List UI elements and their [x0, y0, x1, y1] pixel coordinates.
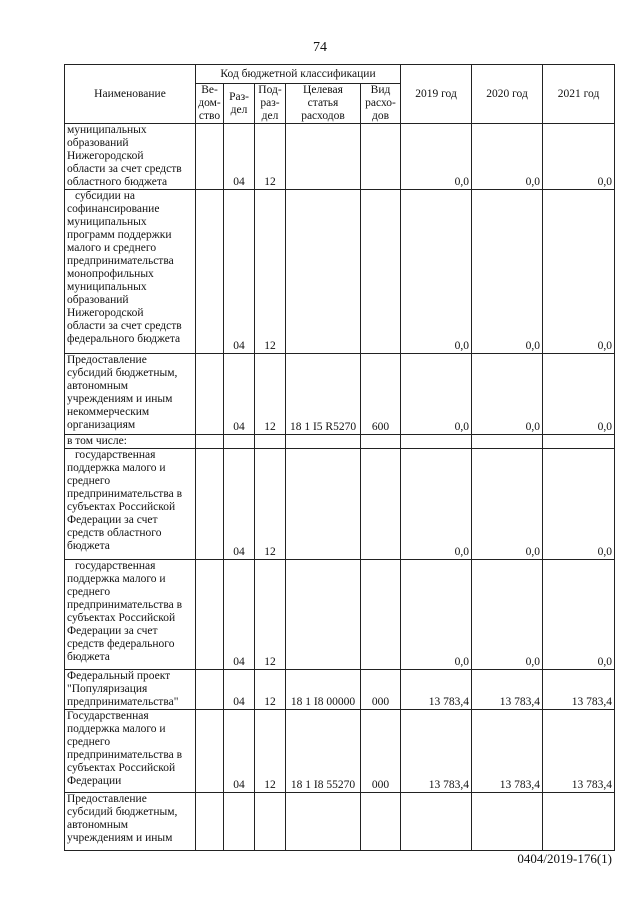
row-value-2020: 0,0 — [472, 560, 543, 670]
table-row — [65, 449, 615, 560]
row-expense-type — [361, 190, 401, 354]
header-razdel: Раз- дел — [224, 84, 255, 124]
row-name — [65, 435, 196, 449]
header-2020: 2020 год — [472, 65, 543, 124]
row-podrazdel: 12 — [255, 670, 286, 710]
document-footer-code: 0404/2019-176(1) — [517, 851, 612, 866]
header-vedomstvo: Ве- дом- ство — [196, 84, 224, 124]
row-value-2020: 0,0 — [472, 190, 543, 354]
table-row — [65, 435, 615, 449]
row-name — [65, 670, 196, 710]
header-name: Наименование — [65, 65, 196, 124]
row-vedomstvo — [196, 435, 224, 449]
row-name-text: Предоставление субсидий бюджетным, автономным учреждениям и иным — [67, 793, 178, 844]
row-value-2019 — [401, 793, 472, 851]
table-row — [65, 354, 615, 435]
row-razdel: 04 — [224, 670, 255, 710]
row-razdel: 04 — [224, 710, 255, 793]
row-value-2019: 0,0 — [401, 560, 472, 670]
row-expense-type — [361, 793, 401, 851]
row-name — [65, 560, 196, 670]
row-vedomstvo — [196, 670, 224, 710]
row-value-2020 — [472, 793, 543, 851]
header-2021: 2021 год — [543, 65, 615, 124]
budget-table — [64, 64, 615, 851]
row-value-2021: 13 783,4 — [543, 710, 615, 793]
row-vedomstvo — [196, 190, 224, 354]
row-target — [286, 435, 361, 449]
row-expense-type: 000 — [361, 670, 401, 710]
page-number: 74 — [313, 40, 327, 55]
row-target — [286, 793, 361, 851]
row-name-text: государственная поддержка малого и среднего предпринимательства в субъектах Российской Федерации за счет средств областного бюджета — [67, 449, 183, 552]
row-target — [286, 190, 361, 354]
row-expense-type: 600 — [361, 354, 401, 435]
table-row — [65, 793, 615, 851]
row-value-2021 — [543, 435, 615, 449]
row-vedomstvo — [196, 560, 224, 670]
row-target: 18 1 I8 00000 — [286, 670, 361, 710]
row-value-2021: 13 783,4 — [543, 670, 615, 710]
row-name-text: Предоставление субсидий бюджетным, автономным учреждениям и иным некоммерческим организациям — [67, 354, 178, 431]
row-podrazdel: 12 — [255, 560, 286, 670]
row-podrazdel: 12 — [255, 190, 286, 354]
row-expense-type — [361, 435, 401, 449]
row-value-2019 — [401, 435, 472, 449]
row-podrazdel: 12 — [255, 354, 286, 435]
row-razdel: 04 — [224, 354, 255, 435]
row-razdel: 04 — [224, 124, 255, 190]
row-value-2020: 0,0 — [472, 449, 543, 560]
row-value-2020 — [472, 435, 543, 449]
row-value-2019: 0,0 — [401, 124, 472, 190]
row-vedomstvo — [196, 449, 224, 560]
table-row — [65, 124, 615, 190]
row-razdel: 04 — [224, 560, 255, 670]
row-value-2021: 0,0 — [543, 560, 615, 670]
row-expense-type — [361, 449, 401, 560]
row-target: 18 1 I8 55270 — [286, 710, 361, 793]
row-name-text: Государственная поддержка малого и среднего предпринимательства в субъектах Российской Федерации — [67, 710, 183, 787]
row-name — [65, 449, 196, 560]
row-podrazdel — [255, 793, 286, 851]
row-name-text: муниципальных образований Нижегородской области за счет средств областного бюджета — [67, 124, 182, 188]
header-code-group: Код бюджетной классификации — [196, 65, 401, 84]
row-podrazdel: 12 — [255, 710, 286, 793]
row-razdel — [224, 435, 255, 449]
row-name — [65, 354, 196, 435]
row-podrazdel — [255, 435, 286, 449]
row-name-text: государственная поддержка малого и среднего предпринимательства в субъектах Российской Федерации за счет средств федерального бюджета — [67, 560, 183, 663]
row-name — [65, 124, 196, 190]
row-expense-type — [361, 124, 401, 190]
row-name — [65, 190, 196, 354]
row-vedomstvo — [196, 354, 224, 435]
row-value-2019: 0,0 — [401, 354, 472, 435]
row-vedomstvo — [196, 124, 224, 190]
row-value-2021: 0,0 — [543, 449, 615, 560]
header-podrazdel: Под- раз- дел — [255, 84, 286, 124]
row-razdel: 04 — [224, 190, 255, 354]
table-row — [65, 710, 615, 793]
row-name-text: в том числе: — [67, 435, 127, 447]
row-value-2020: 0,0 — [472, 354, 543, 435]
row-value-2019: 0,0 — [401, 190, 472, 354]
row-name-text: субсидии на софинансирование муниципальных программ поддержки малого и среднего предпринимательства монопрофильных муниципальных образований Нижегородской области за счет средств федерального бюджета — [67, 190, 182, 345]
row-expense-type — [361, 560, 401, 670]
header-2019: 2019 год — [401, 65, 472, 124]
row-vedomstvo — [196, 793, 224, 851]
header-expense-type: Вид расхо- дов — [361, 84, 401, 124]
table-row — [65, 190, 615, 354]
row-value-2020: 0,0 — [472, 124, 543, 190]
row-value-2019: 0,0 — [401, 449, 472, 560]
row-value-2021 — [543, 793, 615, 851]
row-value-2021: 0,0 — [543, 190, 615, 354]
row-value-2019: 13 783,4 — [401, 670, 472, 710]
row-value-2019: 13 783,4 — [401, 710, 472, 793]
row-target — [286, 124, 361, 190]
row-razdel — [224, 793, 255, 851]
row-value-2020: 13 783,4 — [472, 670, 543, 710]
row-podrazdel: 12 — [255, 124, 286, 190]
header-target: Целевая статья расходов — [286, 84, 361, 124]
table-row — [65, 670, 615, 710]
row-vedomstvo — [196, 710, 224, 793]
row-razdel: 04 — [224, 449, 255, 560]
row-value-2020: 13 783,4 — [472, 710, 543, 793]
row-value-2021: 0,0 — [543, 354, 615, 435]
row-expense-type: 000 — [361, 710, 401, 793]
row-name — [65, 793, 196, 851]
row-target: 18 1 I5 R5270 — [286, 354, 361, 435]
row-value-2021: 0,0 — [543, 124, 615, 190]
row-target — [286, 560, 361, 670]
row-name-text: Федеральный проект "Популяризация предпринимательства" — [67, 670, 179, 708]
table-row — [65, 560, 615, 670]
row-target — [286, 449, 361, 560]
row-podrazdel: 12 — [255, 449, 286, 560]
row-name — [65, 710, 196, 793]
